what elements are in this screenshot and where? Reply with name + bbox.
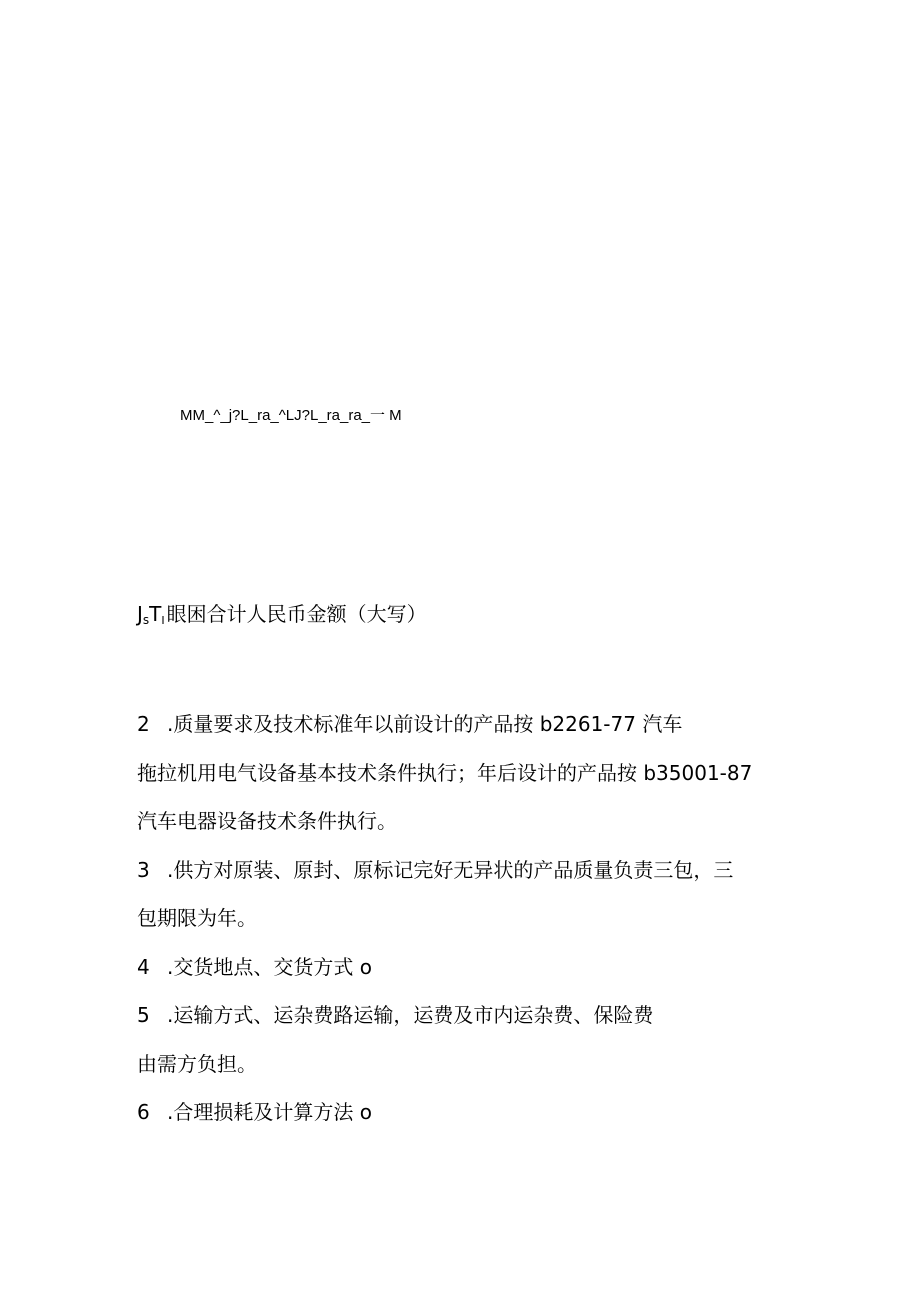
term-text: .合理损耗及计算方法 o: [167, 1100, 372, 1124]
term-line: [137, 943, 817, 992]
term-text: 包期限为年。: [137, 906, 257, 930]
term-number: 4: [137, 954, 150, 979]
amount-total-line: [137, 598, 427, 627]
term-text: .供方对原装、原封、原标记完好无异状的产品质量负责三包，三: [167, 857, 734, 882]
term-line: [137, 1088, 817, 1137]
term-line: [137, 700, 817, 749]
term-line: [137, 1040, 817, 1089]
amount-prefix-i: I: [161, 614, 165, 627]
amount-label: 眼困合计人民币金额（大写）: [166, 602, 427, 626]
term-number: 5: [137, 1003, 150, 1027]
term-number: 6: [137, 1100, 150, 1124]
amount-prefix-t: T: [149, 602, 162, 626]
term-text: 拖拉机用电气设备基本技术条件执行；年后设计的产品按 b35001-87: [137, 760, 753, 785]
term-text: 汽车电器设备技术条件执行。: [137, 809, 397, 833]
term-line: [137, 797, 817, 846]
contract-terms: [137, 700, 817, 1137]
garbled-text-line: MM_^_j?L_ra_^LJ?L_ra_ra_一 M: [180, 407, 402, 424]
amount-prefix-s: s: [142, 613, 150, 627]
amount-prefix-j: J: [137, 602, 143, 626]
term-line: [137, 991, 817, 1040]
term-number: 2: [137, 712, 150, 736]
term-line: [137, 749, 817, 798]
term-text: 由需方负担。: [137, 1051, 257, 1076]
term-text: .运输方式、运杂费路运输，运费及市内运杂费、保险费: [167, 1003, 654, 1027]
term-text: .质量要求及技术标准年以前设计的产品按 b2261-77 汽车: [167, 712, 683, 736]
term-line: [137, 846, 817, 895]
term-number: 3: [137, 857, 150, 882]
term-text: .交货地点、交货方式 o: [167, 954, 372, 979]
term-line: [137, 894, 817, 943]
